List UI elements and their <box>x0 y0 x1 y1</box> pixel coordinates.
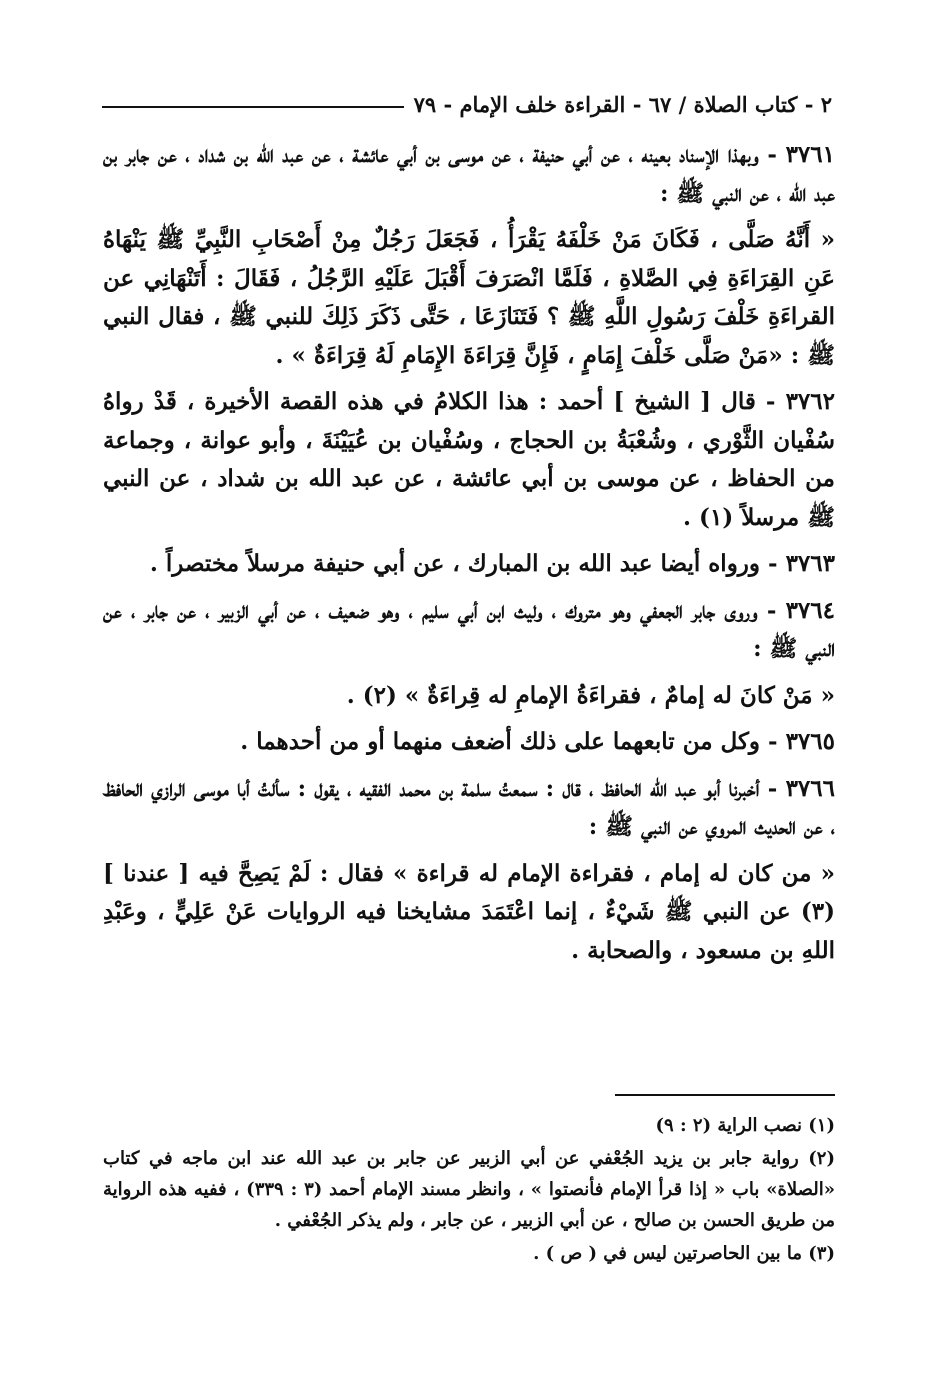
running-title: ٢ - كتاب الصلاة / ٦٧ - القراءة خلف الإمام - ٧٩ <box>413 91 832 117</box>
footnote-3: (٣) ما بين الحاصرتين ليس في ( ص ) . <box>533 1243 835 1264</box>
page-header <box>102 84 832 124</box>
footnote-separator <box>615 1094 835 1096</box>
paragraph-3762: ٣٧٦٢ - قال [ الشيخ ] أحمد : هذا الكلامُ في هذه القصة الأخيرة ، قَدْ رواهُ سُفْيان الثَّوْري ، وشُعْبَةُ بن الحجاج ، وسُفْيان بن عُيَيْنَةَ ، وأبو عوانة ، وجماعة من الحفاظ ، عن موسى بن أبي عائشة ، عن عبد الله بن شداد ، عن النبي ﷺ مرسلاً (١) . <box>103 388 835 531</box>
paragraph-3766: ٣٧٦٦ - أخبرنا أبو عبد الله الحافظ ، قال : سمعتُ سلمة بن محمد الفقيه ، يقول : سألتُ أبا موسى الرازي الحافظ ، عن الحديث المروي عن النبي ﷺ : <box>103 774 835 840</box>
paragraph-3761: ٣٧٦١ - وبهذا الإسناد بعينه ، عن أبي حنيفة ، عن موسى بن أبي عائشة ، عن عبد الله بن شداد ، عن جابر بن عبد الله ، عن النبي ﷺ : <box>103 141 835 207</box>
footnotes <box>103 1110 835 1271</box>
paragraph-3765: ٣٧٦٥ - وكل من تابعهما على ذلك أضعف منهما أو من أحدهما . <box>240 728 835 755</box>
footnote-1: (١) نصب الراية (٢ : ٩) <box>655 1115 835 1136</box>
hadith-quote-3764: « مَنْ كانَ له إمامٌ ، فقراءَةُ الإمامِ له قِراءَةٌ » (٢) . <box>346 681 835 709</box>
hadith-quote-3761: « أَنَّهُ صَلَّى ، فَكَانَ مَنْ خَلْفَهُ يَقْرَأُ ، فَجَعَلَ رَجُلٌ مِنْ أَصْحَابِ النَّبِيِّ ﷺ يَنْهَاهُ عَنِ القِرَاءَةِ فِي الصَّلاةِ ، فَلَمَّا انْصَرَفَ أَقْبَلَ عَلَيْهِ الرَّجُلُ ، فَقَالَ : أَتَنْهَانِي عن القراءَةِ خَلْفَ رَسُولِ اللَّهِ ﷺ ؟ فَتَنَازَعَا ، حَتَّى ذَكَرَ ذَلِكَ للنبي ﷺ ، فقال النبي ﷺ : «مَنْ صَلَّى خَلْفَ إِمَامٍ ، فَإِنَّ قِرَاءَةَ الإِمَامِ لَهُ قِرَاءَةٌ » . <box>103 226 835 369</box>
footnote-2: (٢) رواية جابر بن يزيد الجُعْفي عن أبي الزبير عن جابر بن عبد الله عند ابن ماجه في كتاب «الصلاة» باب « إذا قرأ الإمام فأنصتوا » ، وانظر مسند الإمام أحمد (٣ : ٣٣٩) ، ففيه هذه الرواية من طريق الحسن بن صالح ، عن أبي الزبير ، عن جابر ، ولم يذكر الجُعْفي . <box>103 1148 836 1231</box>
main-text <box>103 136 835 978</box>
paragraph-3764: ٣٧٦٤ - وروى جابر الجعفي وهو متروك ، وليث ابن أبي سليم ، وهو ضعيف ، عن أبي الزبير ، عن جابر ، عن النبي ﷺ : <box>103 596 835 662</box>
paragraph-3763: ٣٧٦٣ - ورواه أيضا عبد الله بن المبارك ، عن أبي حنيفة مرسلاً مختصراً . <box>149 550 835 577</box>
hadith-quote-3766: « من كان له إمام ، فقراءة الإمام له قراءة » فقال : لَمْ يَصِحَّ فيه [ عندنا ] (٣) عن النبي ﷺ شَيْءٌ ، إنما اعْتَمَدَ مشايخنا فيه الروايات عَنْ عَلِيٍّ ، وعَبْدِ اللهِ بن مسعود ، والصحابة . <box>103 859 835 964</box>
header-rule <box>102 106 404 108</box>
